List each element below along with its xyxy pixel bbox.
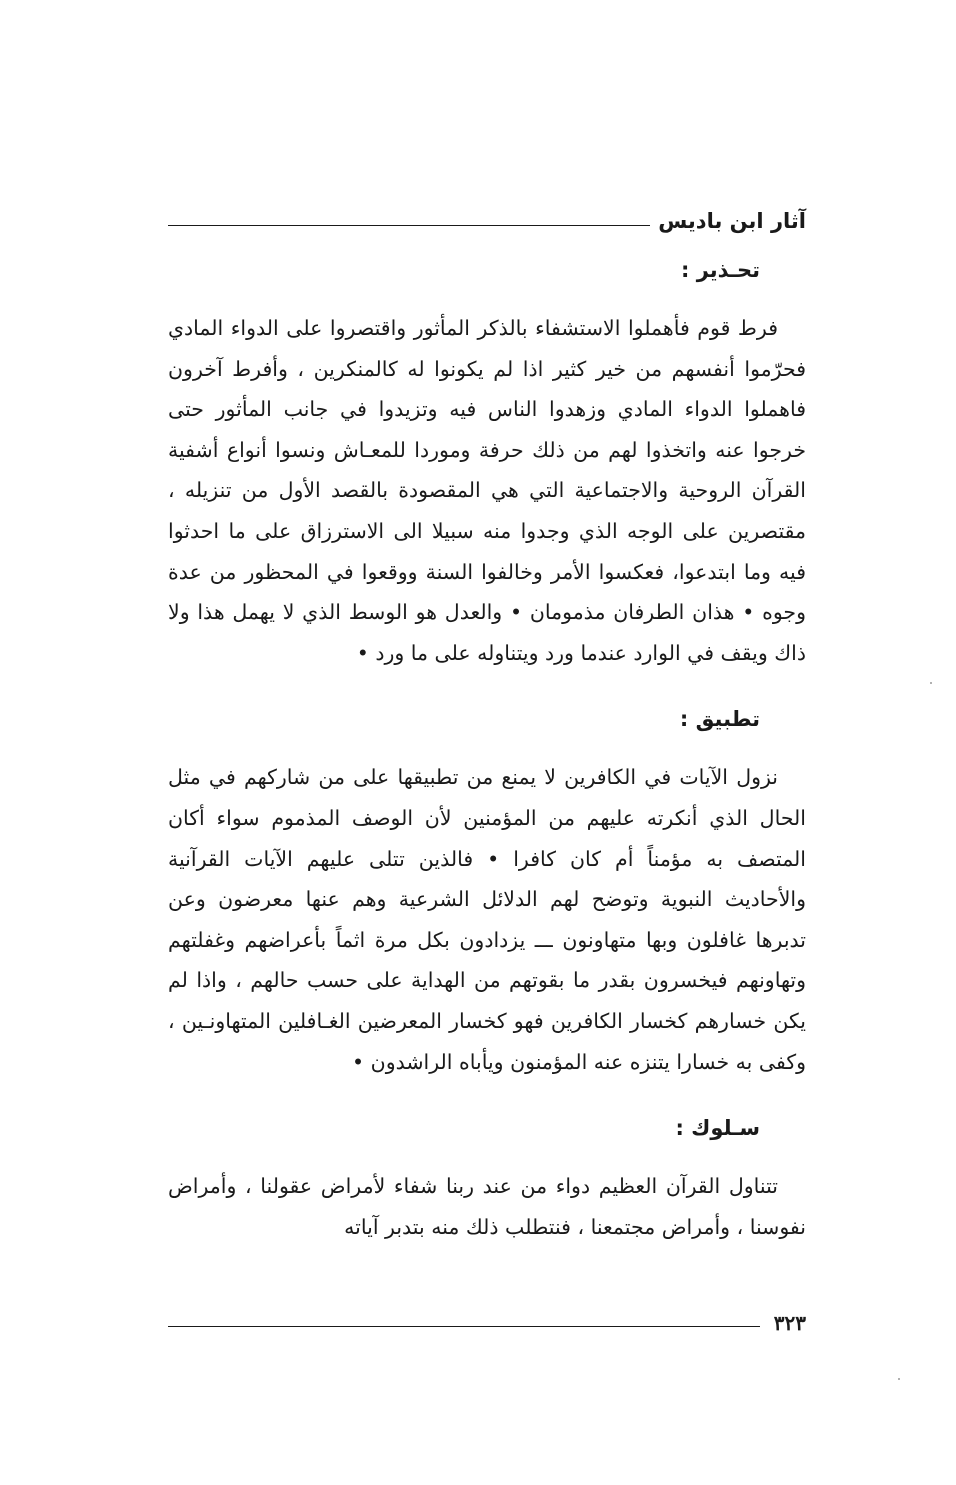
section-heading-conduct: سـلوك :	[675, 1116, 760, 1141]
page-body	[168, 250, 806, 1273]
running-header	[168, 196, 806, 236]
scan-speck	[930, 682, 932, 684]
section-heading-application: تطبيق :	[679, 707, 760, 732]
header-rule	[168, 225, 650, 226]
page-number: ٣٢٣	[773, 1311, 806, 1335]
page-footer	[168, 1305, 806, 1335]
footer-rule	[168, 1326, 760, 1327]
paragraph-conduct: تتناول القرآن العظيم دواء من عند ربنا شفاء لأمراض عقولنا ، وأمراض نفوسنا ، وأمراض مجتمعنا ، فنتطلب ذلك منه بتدبر آياته	[168, 1174, 806, 1239]
scan-speck	[898, 1378, 900, 1380]
paragraph-warning: فرط قوم فأهملوا الاستشفاء بالذكر المأثور واقتصروا على الدواء المادي فحرّموا أنفسهم من خير كثير اذا لم يكونوا له كالمنكرين ، وأفرط آخرون فاهملوا الدواء المادي وزهدوا الناس فيه وتزيدوا في جانب المأثور حتى خرجوا عنه واتخذوا لهم من ذلك حرفة وموردا للمعـاش ونسوا أنواع أشفية القرآن الروحية والاجتماعية التي هي المقصودة بالقصد الأول من تنزيله ، مقتصرين على الوجه الذي وجدوا منه سبيلا الى الاسترزاق على ما احدثوا فيه وما ابتدعوا، فعكسوا الأمر وخالفوا السنة ووقعوا في المحظور من عدة وجوه • هذان الطرفان مذمومان • والعدل هو الوسط الذي لا يهمل هذا ولا ذاك ويقف في الوارد عندما ورد ويتناوله على ما ورد •	[168, 316, 806, 665]
paragraph-application: نزول الآيات في الكافرين لا يمنع من تطبيقها على من شاركهم في مثل الحال الذي أنكرته عليهم من المؤمنين لأن الوصف المذموم سواء أكان المتصف به مؤمناً أم كان كافرا • فالذين تتلى عليهم الآيات القرآنية والأحاديث النبوية وتوضح لهم الدلائل الشرعية وهم عنها معرضون وعن تدبرها غافلون وبها متهاونون ـــ يزدادون بكل مرة اثماً بأعراضهم وغفلتهم وتهاونهم فيخسرون بقدر ما بقوتهم من الهداية على حسب حالهم ، واذا لم يكن خسارهم كخسار الكافرين فهو كخسار المعرضين الغـافلين المتهاونـين ، وكفى به خسارا يتنزه عنه المؤمنون ويأباه الراشدون •	[168, 765, 806, 1074]
running-title: آثار ابن باديس	[658, 209, 806, 233]
section-heading-warning: تحـذير :	[681, 258, 760, 282]
